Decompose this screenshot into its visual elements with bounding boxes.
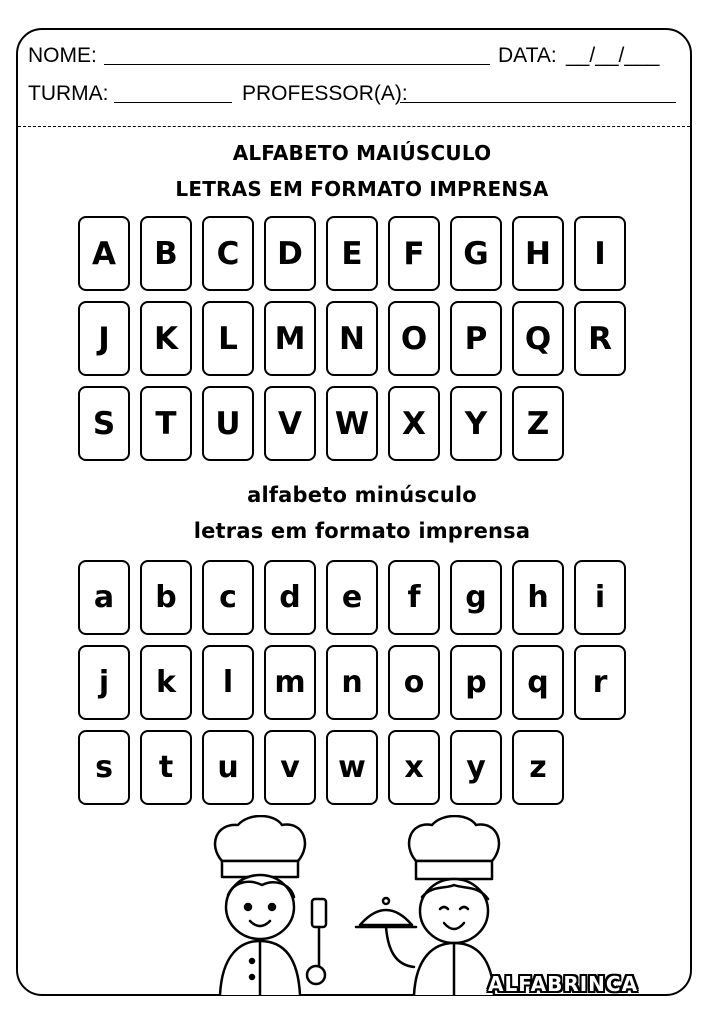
lowercase-letter-row [78,645,648,720]
uppercase-letter-card: M [264,301,316,376]
lowercase-letter-card: i [574,560,626,635]
uppercase-letter-card: R [574,301,626,376]
lowercase-letter-card: n [326,645,378,720]
alfabrinca-logo: ALFABRINCA [488,972,639,996]
data-blank: __/__/___ [566,44,660,67]
uppercase-letter-card: Y [450,386,502,461]
chef-girl-drawing [215,816,326,995]
uppercase-letter-card: P [450,301,502,376]
chef-boy-drawing [356,816,499,995]
lowercase-letter-card: t [140,730,192,805]
lowercase-letter-card: x [388,730,440,805]
uppercase-letter-card: F [388,216,440,291]
uppercase-letter-card: Z [512,386,564,461]
uppercase-letter-card: I [574,216,626,291]
lowercase-letter-grid [78,560,648,815]
uppercase-subtitle: LETRAS EM FORMATO IMPRENSA [175,177,549,201]
uppercase-letter-card: Q [512,301,564,376]
uppercase-letter-grid [78,216,648,471]
uppercase-letter-card: G [450,216,502,291]
uppercase-letter-card: J [78,301,130,376]
lowercase-title: alfabeto minúsculo [247,483,477,507]
lowercase-letter-card: s [78,730,130,805]
uppercase-letter-card: D [264,216,316,291]
lowercase-letter-card: w [326,730,378,805]
uppercase-letter-card: O [388,301,440,376]
lowercase-letter-card: q [512,645,564,720]
uppercase-letter-row [78,216,648,291]
uppercase-letter-card: S [78,386,130,461]
uppercase-title: ALFABETO MAIÚSCULO [232,141,492,165]
lowercase-letter-card: a [78,560,130,635]
lowercase-letter-card: k [140,645,192,720]
uppercase-letter-card: H [512,216,564,291]
lowercase-letter-card: d [264,560,316,635]
lowercase-letter-card: r [574,645,626,720]
lowercase-letter-card: j [78,645,130,720]
chef-kids-illustration [200,815,560,995]
lowercase-letter-card: v [264,730,316,805]
uppercase-letter-card: T [140,386,192,461]
data-label: DATA: [498,44,557,67]
uppercase-letter-card: L [202,301,254,376]
lowercase-letter-card: z [512,730,564,805]
lowercase-letter-card: g [450,560,502,635]
lowercase-letter-card: c [202,560,254,635]
uppercase-letter-card: K [140,301,192,376]
uppercase-letter-row [78,386,648,461]
lowercase-letter-card: l [202,645,254,720]
uppercase-letter-card: V [264,386,316,461]
header-area [18,30,690,127]
uppercase-letter-card: E [326,216,378,291]
lowercase-letter-card: m [264,645,316,720]
uppercase-letter-card: C [202,216,254,291]
uppercase-letter-card: X [388,386,440,461]
lowercase-letter-card: h [512,560,564,635]
turma-label: TURMA: [28,82,109,105]
nome-label: NOME: [28,44,97,67]
lowercase-letter-card: u [202,730,254,805]
professor-label: PROFESSOR(A): [242,82,408,105]
nome-blank-line [104,64,490,65]
lowercase-letter-card: o [388,645,440,720]
uppercase-letter-card: A [78,216,130,291]
lowercase-letter-card: b [140,560,192,635]
turma-blank-line [114,102,232,103]
lowercase-letter-card: e [326,560,378,635]
lowercase-subtitle: letras em formato imprensa [193,519,531,543]
lowercase-letter-card: p [450,645,502,720]
uppercase-letter-card: U [202,386,254,461]
lowercase-letter-card: y [450,730,502,805]
uppercase-letter-card: B [140,216,192,291]
uppercase-letter-row [78,301,648,376]
professor-blank-line [400,102,676,103]
lowercase-letter-card: f [388,560,440,635]
uppercase-letter-card: W [326,386,378,461]
uppercase-letter-card: N [326,301,378,376]
lowercase-letter-row [78,560,648,635]
lowercase-letter-row [78,730,648,805]
